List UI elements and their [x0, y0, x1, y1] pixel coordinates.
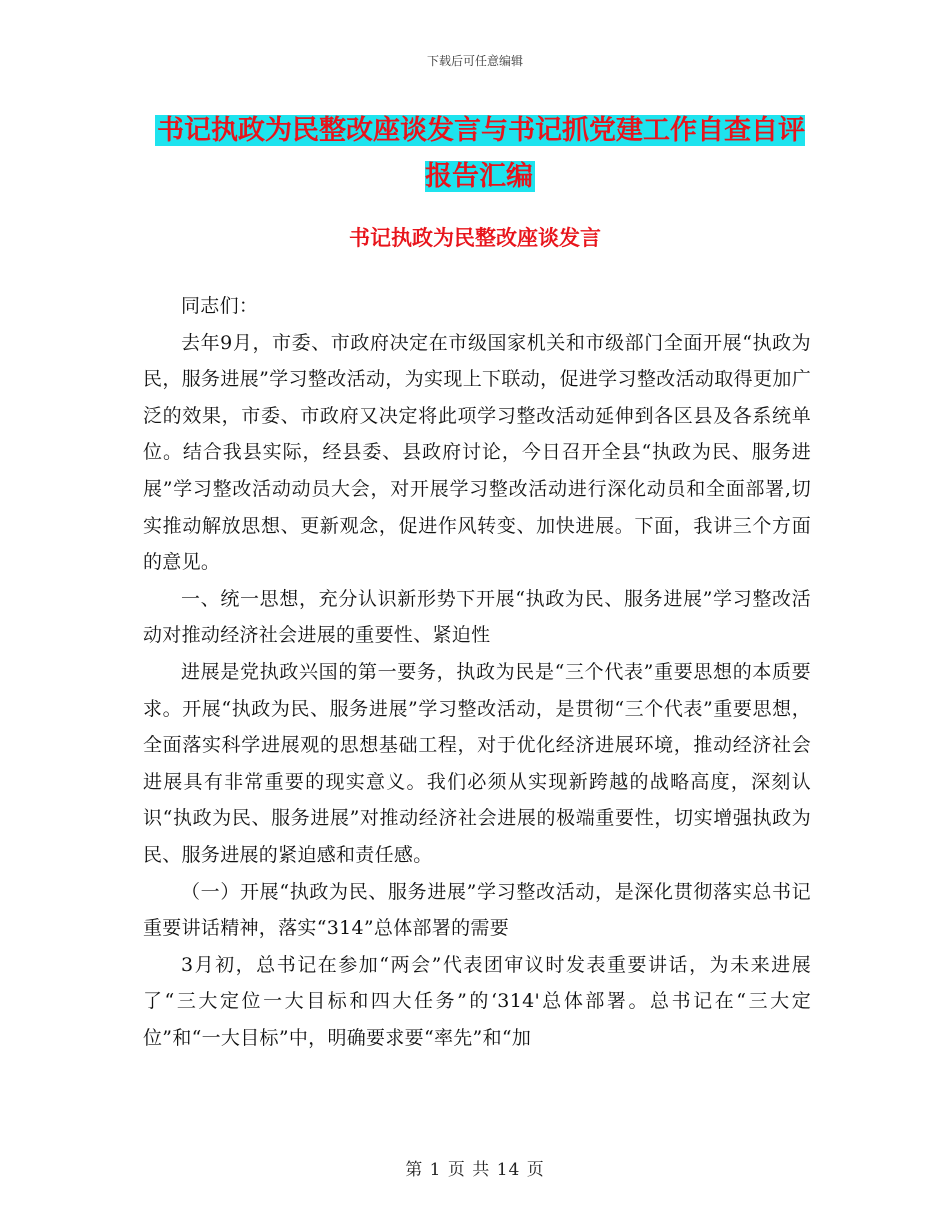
page-number: 第 1 页 共 14 页	[405, 1160, 545, 1180]
heading-section-1: 一、统一思想，充分认识新形势下开展“执政为民、服务进展”学习整改活动对推动经济社会进展的重要性、紧迫性	[143, 587, 811, 647]
salutation: 同志们：	[181, 295, 259, 317]
page-header-note: 下载后可任意编辑	[426, 54, 523, 68]
document-title-text: 书记执政为民整改座谈发言与书记抓党建工作自查自评报告汇编	[157, 115, 805, 192]
paragraph: 进展是党执政兴国的第一要务，执政为民是“三个代表”重要思想的本质要求。开展“执政为民、服务进展”学习整改活动，是贯彻“三个代表”重要思想，全面落实科学进展观的思想基础工程，对于优化经济进展环境，推动经济社会进展具有非常重要的现实意义。我们必须从实现新跨越的战略高度，深刻认识“执政为民、服务进展”对推动经济社会进展的极端重要性，切实增强执政为民、服务进展的紧迫感和责任感。	[143, 660, 811, 866]
document-body	[143, 288, 811, 1056]
paragraph: 3月初，总书记在参加“两会”代表团审议时发表重要讲话，为未来进展了“三大定位一大目标和四大任务”的‘314'总体部署。总书记在“三大定位”和“一大目标”中，明确要求要“率先”和“加	[143, 953, 811, 1049]
document-title	[150, 108, 810, 200]
heading-subsection-1: （一）开展“执政为民、服务进展”学习整改活动，是深化贯彻落实总书记重要讲话精神，落实“314”总体部署的需要	[143, 880, 811, 940]
section-title: 书记执政为民整改座谈发言	[349, 225, 601, 250]
paragraph: 去年9月，市委、市政府决定在市级国家机关和市级部门全面开展“执政为民，服务进展”学习整改活动，为实现上下联动，促进学习整改活动取得更加广泛的效果，市委、市政府又决定将此项学习整改活动延伸到各区县及各系统单位。结合我县实际，经县委、县政府讨论，今日召开全县“执政为民、服务进展”学习整改活动动员大会，对开展学习整改活动进行深化动员和全面部署,切实推动解放思想、更新观念，促进作风转变、加快进展。下面，我讲三个方面的意见。	[143, 331, 811, 574]
